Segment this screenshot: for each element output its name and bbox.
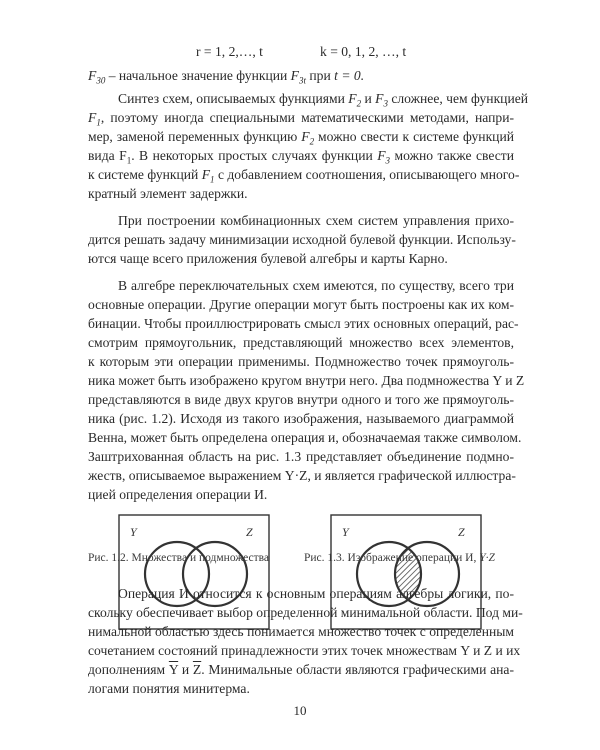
paragraph-4-line-7: представляются в виде двух кругов внутри одного и того же прямоуголь- xyxy=(88,392,514,407)
var-sub: 30 xyxy=(96,75,106,86)
text-span: мер, заменой переменных функцию xyxy=(88,129,302,144)
text-span: к системе функций xyxy=(88,167,202,182)
text-span: . Минимальные области являются графическими ана- xyxy=(201,662,514,677)
paragraph-4-line-11: жеств, описываемое выражением Y·Z, и является графической иллюстра- xyxy=(88,468,516,483)
paragraph-4-line-12: цией определения операции И. xyxy=(88,487,268,502)
paragraph-5-line-5 xyxy=(88,661,514,678)
var-f: F xyxy=(290,68,299,83)
paragraph-3-line-1: При построении комбинационных схем систем управления прихо- xyxy=(118,213,514,228)
paragraph-5-line-4: сочетанием состояний принадлежности этих точек множествам Y и Z и их xyxy=(88,643,521,658)
text-span: и xyxy=(178,662,193,677)
paragraph-5-line-6: логами понятия минитерма. xyxy=(88,681,250,696)
page-number: 10 xyxy=(293,703,307,718)
paragraph-5-line-1: Операция И относится к основным операциям алгебры логики, по- xyxy=(118,586,514,601)
y-complement: $\overline{Y}$ xyxy=(168,662,179,677)
paragraph-4-line-4: смотрим прямоугольник, представляющий множество всех элементов, xyxy=(88,335,514,350)
paragraph-4-line-8: ника (рис. 1.2). Исходя из такого изображения, называемого диаграммой xyxy=(88,411,514,426)
text-span: вида F xyxy=(88,148,127,163)
formula-k-range: k = 0, 1, 2, …, t xyxy=(320,44,407,59)
text-span: при xyxy=(306,68,335,83)
var-f: F xyxy=(375,91,384,106)
label-z: Z xyxy=(458,525,465,539)
paragraph-2-line-6: кратный элемент задержки. xyxy=(88,186,248,201)
var-sub: 1 xyxy=(210,174,215,185)
paragraph-4-line-10: Заштрихованная область на рис. 1.3 представляет объединение подмно- xyxy=(88,449,514,464)
text-span: Синтез схем, описываемых функциями xyxy=(118,91,349,106)
text-span: с добавлением соотношения, описывающего много- xyxy=(214,167,520,182)
caption-figure-1-3 xyxy=(304,552,495,564)
var-sub: 3 xyxy=(383,98,388,109)
var-sub: 1 xyxy=(96,117,101,128)
var-sub: 1 xyxy=(126,155,132,166)
text-span: . В некоторых простых случаях функции xyxy=(131,148,378,163)
caption-figure-1-2: Рис. 1.2. Множества и подмножества xyxy=(88,552,269,564)
var-sub: 3 xyxy=(385,155,391,166)
var-sub: 2 xyxy=(309,136,315,147)
text-span: , поэтому иногда специальными математическими методами, напри- xyxy=(100,110,514,125)
var-f: F xyxy=(377,148,386,163)
paragraph-4-line-5: к которым эти операции применимы. Подмножество точек прямоуголь- xyxy=(88,354,514,369)
text-span: сложнее, чем функцией xyxy=(387,91,529,106)
paragraph-5-line-2: скольку обеспечивает выбор определенной минимальной области. Под ми- xyxy=(88,605,523,620)
paragraph-3-line-2: дится решать задачу минимизации исходной булевой функции. Использу- xyxy=(88,232,516,247)
z-complement: $\overline{Z}$ xyxy=(192,662,202,677)
formula-r-range: r = 1, 2,…, t xyxy=(196,44,263,59)
text-span: дополнениям xyxy=(88,662,169,677)
paragraph-5-line-3: нимальной областью здесь понимается множество точек с определенным xyxy=(88,624,514,639)
caption-text: Рис. 1.3. Изображение операции И, xyxy=(304,552,480,564)
text-span: можно свести к системе функций xyxy=(314,129,514,144)
var-f: F xyxy=(301,129,310,144)
text-span: можно также свести xyxy=(390,148,514,163)
var-f: F xyxy=(88,68,97,83)
label-z: Z xyxy=(246,525,253,539)
paragraph-4-line-6: ника может быть изображено кругом внутри него. Два подмножества Y и Z xyxy=(88,373,525,388)
paragraph-4-line-3: бинации. Чтобы проиллюстрировать смысл этих основных операций, рас- xyxy=(88,316,519,331)
paragraph-4-line-1: В алгебре переключательных схем имеются, по существу, всего три xyxy=(118,278,514,293)
text-span: и xyxy=(361,91,376,106)
paragraph-3-line-3: ются чаще всего приложения булевой алгебры и карты Карно. xyxy=(88,251,448,266)
var-f: F xyxy=(88,110,97,125)
text-span: – начальное значение функции xyxy=(105,68,291,83)
label-y: Y xyxy=(130,525,137,539)
paragraph-1-line xyxy=(88,67,514,90)
var-sub: 2 xyxy=(356,98,362,109)
caption-expr: Y·Z xyxy=(479,552,495,564)
var-t: t = 0. xyxy=(334,68,365,83)
paragraph-4-line-9: Венна, может быть определена операция и, обозначаемая также символом. xyxy=(88,430,522,445)
var-sub: 3t xyxy=(298,75,306,86)
paragraph-4-line-2: основные операции. Другие операции могут быть построены как их ком- xyxy=(88,297,514,312)
var-f: F xyxy=(201,167,211,182)
label-y: Y xyxy=(342,525,349,539)
var-f: F xyxy=(348,91,357,106)
